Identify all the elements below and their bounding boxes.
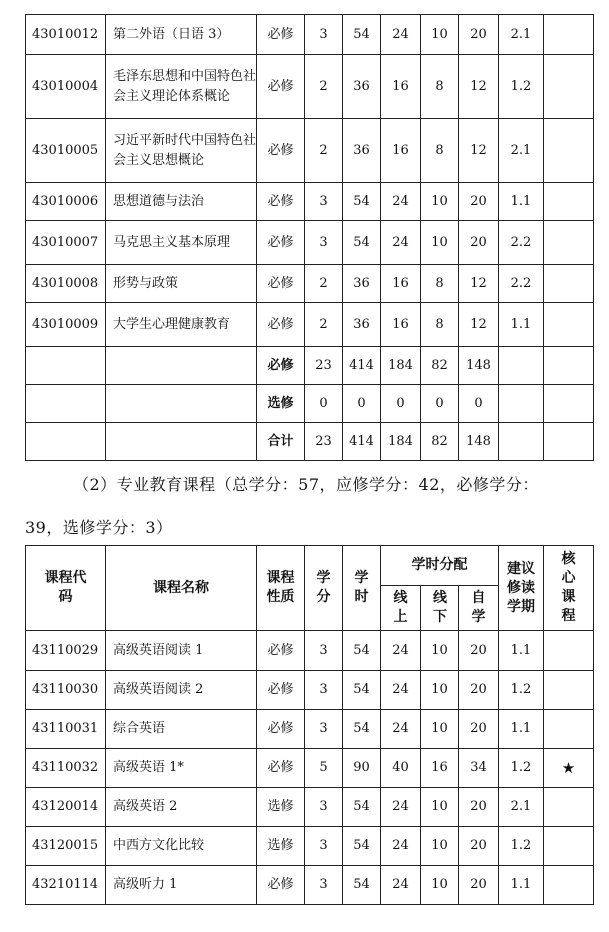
course-type-cell: 必修 (257, 303, 305, 347)
online-hours-cell: 184 (381, 347, 421, 385)
course-code-cell: 43010009 (26, 303, 106, 347)
hours-cell: 36 (343, 303, 381, 347)
suggested-term-cell: 1.2 (499, 749, 544, 788)
course-name-cell: 大学生心理健康教育 (106, 303, 257, 347)
self-study-hours-cell: 20 (459, 710, 499, 749)
course-type-cell: 必修 (257, 221, 305, 265)
core-course-cell (544, 221, 594, 265)
core-course-cell (544, 55, 594, 119)
course-code-cell: 43110029 (26, 631, 106, 671)
table-row (26, 183, 594, 221)
course-name-cell: 思想道德与法治 (106, 183, 257, 221)
course-type-cell: 选修 (257, 827, 305, 866)
self-study-hours-cell: 20 (459, 866, 499, 905)
self-study-hours-cell: 20 (459, 15, 499, 55)
self-study-hours-cell: 20 (459, 788, 499, 827)
online-hours-cell: 40 (381, 749, 421, 788)
table-row (26, 303, 594, 347)
course-name-cell: 高级英语阅读 2 (106, 671, 257, 710)
course-code-cell: 43010007 (26, 221, 106, 265)
self-study-hours-cell: 20 (459, 827, 499, 866)
core-course-cell (544, 866, 594, 905)
credit-cell: 23 (305, 347, 343, 385)
empty-cell (544, 385, 594, 423)
offline-hours-cell: 8 (421, 55, 459, 119)
credit-cell: 2 (305, 303, 343, 347)
header-course-name: 课程名称 (106, 546, 257, 631)
section-heading-line1: （2）专业教育课程（总学分：57，应修学分：42，必修学分： (73, 475, 539, 494)
self-study-hours-cell: 34 (459, 749, 499, 788)
hours-cell: 54 (343, 671, 381, 710)
course-type-cell: 必修 (257, 631, 305, 671)
core-course-cell: ★ (544, 749, 594, 788)
course-type-cell: 必修 (257, 671, 305, 710)
suggested-term-cell: 1.2 (499, 671, 544, 710)
self-study-hours-cell: 12 (459, 303, 499, 347)
suggested-term-cell: 1.1 (499, 183, 544, 221)
credit-cell: 0 (305, 385, 343, 423)
offline-hours-cell: 10 (421, 710, 459, 749)
credit-cell: 3 (305, 788, 343, 827)
suggested-term-cell: 1.1 (499, 631, 544, 671)
online-hours-cell: 24 (381, 631, 421, 671)
course-name-cell: 高级英语 1* (106, 749, 257, 788)
core-course-cell (544, 15, 594, 55)
course-name-cell: 习近平新时代中国特色社会主义思想概论 (106, 119, 257, 183)
hours-cell: 54 (343, 631, 381, 671)
course-name-cell: 高级听力 1 (106, 866, 257, 905)
credit-cell: 2 (305, 265, 343, 303)
self-study-hours-cell: 20 (459, 631, 499, 671)
course-type-cell: 必修 (257, 55, 305, 119)
core-course-cell (544, 631, 594, 671)
credit-cell: 3 (305, 183, 343, 221)
suggested-term-cell: 1.2 (499, 55, 544, 119)
course-code-cell: 43110030 (26, 671, 106, 710)
core-course-cell (544, 303, 594, 347)
summary-label-cell: 必修 (257, 347, 305, 385)
course-type-cell: 必修 (257, 866, 305, 905)
credit-cell: 3 (305, 15, 343, 55)
general-courses-table (25, 14, 594, 461)
course-type-cell: 选修 (257, 788, 305, 827)
suggested-term-cell: 1.1 (499, 710, 544, 749)
summary-row (26, 385, 594, 423)
offline-hours-cell: 16 (421, 749, 459, 788)
course-code-cell: 43010004 (26, 55, 106, 119)
major-courses-table (25, 545, 594, 905)
offline-hours-cell: 8 (421, 265, 459, 303)
self-study-hours-cell: 148 (459, 347, 499, 385)
core-course-cell (544, 827, 594, 866)
course-type-cell: 必修 (257, 265, 305, 303)
online-hours-cell: 24 (381, 183, 421, 221)
course-type-cell: 必修 (257, 15, 305, 55)
credit-cell: 2 (305, 55, 343, 119)
table-row (26, 265, 594, 303)
table-row (26, 710, 594, 749)
hours-cell: 36 (343, 265, 381, 303)
course-name-cell: 马克思主义基本原理 (106, 221, 257, 265)
online-hours-cell: 16 (381, 265, 421, 303)
course-code-cell: 43110031 (26, 710, 106, 749)
hours-cell: 90 (343, 749, 381, 788)
self-study-hours-cell: 12 (459, 265, 499, 303)
online-hours-cell: 24 (381, 788, 421, 827)
hours-cell: 54 (343, 710, 381, 749)
header-core-course: 核心课程 (544, 546, 594, 631)
offline-hours-cell: 10 (421, 788, 459, 827)
online-hours-cell: 184 (381, 423, 421, 461)
core-course-cell (544, 788, 594, 827)
empty-cell (499, 423, 544, 461)
hours-cell: 414 (343, 347, 381, 385)
core-course-cell (544, 119, 594, 183)
table-row (26, 749, 594, 788)
self-study-hours-cell: 12 (459, 119, 499, 183)
credit-cell: 3 (305, 827, 343, 866)
header-course-code: 课程代码 (26, 546, 106, 631)
table-row (26, 55, 594, 119)
suggested-term-cell: 1.1 (499, 303, 544, 347)
empty-cell (544, 347, 594, 385)
course-code-cell: 43110032 (26, 749, 106, 788)
offline-hours-cell: 10 (421, 631, 459, 671)
table-row (26, 631, 594, 671)
table-row (26, 788, 594, 827)
hours-cell: 54 (343, 788, 381, 827)
offline-hours-cell: 8 (421, 119, 459, 183)
offline-hours-cell: 10 (421, 15, 459, 55)
self-study-hours-cell: 148 (459, 423, 499, 461)
course-type-cell: 必修 (257, 710, 305, 749)
empty-cell (499, 347, 544, 385)
course-name-cell: 毛泽东思想和中国特色社会主义理论体系概论 (106, 55, 257, 119)
offline-hours-cell: 82 (421, 347, 459, 385)
summary-row (26, 423, 594, 461)
course-name-cell: 第二外语（日语 3） (106, 15, 257, 55)
summary-row (26, 347, 594, 385)
suggested-term-cell: 1.2 (499, 827, 544, 866)
table-row (26, 671, 594, 710)
empty-cell (106, 423, 257, 461)
online-hours-cell: 24 (381, 15, 421, 55)
header-offline: 线下 (421, 586, 459, 631)
summary-label-cell: 合计 (257, 423, 305, 461)
empty-cell (26, 347, 106, 385)
table-row (26, 866, 594, 905)
hours-cell: 0 (343, 385, 381, 423)
hours-cell: 54 (343, 866, 381, 905)
offline-hours-cell: 10 (421, 866, 459, 905)
offline-hours-cell: 10 (421, 827, 459, 866)
credit-cell: 3 (305, 866, 343, 905)
online-hours-cell: 16 (381, 55, 421, 119)
table-row (26, 15, 594, 55)
course-code-cell: 43010008 (26, 265, 106, 303)
online-hours-cell: 16 (381, 303, 421, 347)
table-row (26, 221, 594, 265)
header-self-study: 自学 (459, 586, 499, 631)
offline-hours-cell: 8 (421, 303, 459, 347)
online-hours-cell: 16 (381, 119, 421, 183)
hours-cell: 36 (343, 55, 381, 119)
course-name-cell: 中西方文化比较 (106, 827, 257, 866)
self-study-hours-cell: 0 (459, 385, 499, 423)
credit-cell: 2 (305, 119, 343, 183)
empty-cell (544, 423, 594, 461)
course-name-cell: 高级英语阅读 1 (106, 631, 257, 671)
course-type-cell: 必修 (257, 183, 305, 221)
credit-cell: 5 (305, 749, 343, 788)
course-code-cell: 43210114 (26, 866, 106, 905)
course-type-cell: 必修 (257, 119, 305, 183)
hours-cell: 54 (343, 15, 381, 55)
empty-cell (26, 385, 106, 423)
credit-cell: 3 (305, 671, 343, 710)
offline-hours-cell: 10 (421, 221, 459, 265)
suggested-term-cell: 1.1 (499, 866, 544, 905)
course-code-cell: 43010006 (26, 183, 106, 221)
course-name-cell: 形势与政策 (106, 265, 257, 303)
credit-cell: 3 (305, 710, 343, 749)
offline-hours-cell: 10 (421, 671, 459, 710)
offline-hours-cell: 82 (421, 423, 459, 461)
online-hours-cell: 0 (381, 385, 421, 423)
empty-cell (26, 423, 106, 461)
course-code-cell: 43120014 (26, 788, 106, 827)
suggested-term-cell: 2.2 (499, 265, 544, 303)
table-row (26, 119, 594, 183)
suggested-term-cell: 2.1 (499, 788, 544, 827)
self-study-hours-cell: 20 (459, 671, 499, 710)
section-heading-line2: 39，选修学分：3） (25, 518, 173, 537)
empty-cell (106, 347, 257, 385)
empty-cell (499, 385, 544, 423)
hours-cell: 36 (343, 119, 381, 183)
hours-cell: 414 (343, 423, 381, 461)
header-hours-distribution: 学时分配 (381, 546, 499, 586)
hours-cell: 54 (343, 221, 381, 265)
course-name-cell: 高级英语 2 (106, 788, 257, 827)
course-type-cell: 必修 (257, 749, 305, 788)
online-hours-cell: 24 (381, 671, 421, 710)
hours-cell: 54 (343, 183, 381, 221)
empty-cell (106, 385, 257, 423)
course-name-cell: 综合英语 (106, 710, 257, 749)
header-suggested-term: 建议修读学期 (499, 546, 544, 631)
table-row (26, 827, 594, 866)
credit-cell: 23 (305, 423, 343, 461)
credit-cell: 3 (305, 221, 343, 265)
suggested-term-cell: 2.1 (499, 119, 544, 183)
self-study-hours-cell: 20 (459, 221, 499, 265)
core-course-cell (544, 710, 594, 749)
self-study-hours-cell: 12 (459, 55, 499, 119)
course-code-cell: 43010005 (26, 119, 106, 183)
core-course-cell (544, 183, 594, 221)
course-code-cell: 43010012 (26, 15, 106, 55)
hours-cell: 54 (343, 827, 381, 866)
online-hours-cell: 24 (381, 827, 421, 866)
offline-hours-cell: 10 (421, 183, 459, 221)
self-study-hours-cell: 20 (459, 183, 499, 221)
online-hours-cell: 24 (381, 710, 421, 749)
header-online: 线上 (381, 586, 421, 631)
header-credit: 学分 (305, 546, 343, 631)
header-hours: 学时 (343, 546, 381, 631)
header-course-type: 课程性质 (257, 546, 305, 631)
course-code-cell: 43120015 (26, 827, 106, 866)
core-course-cell (544, 671, 594, 710)
offline-hours-cell: 0 (421, 385, 459, 423)
online-hours-cell: 24 (381, 866, 421, 905)
suggested-term-cell: 2.1 (499, 15, 544, 55)
core-course-cell (544, 265, 594, 303)
suggested-term-cell: 2.2 (499, 221, 544, 265)
summary-label-cell: 选修 (257, 385, 305, 423)
online-hours-cell: 24 (381, 221, 421, 265)
credit-cell: 3 (305, 631, 343, 671)
